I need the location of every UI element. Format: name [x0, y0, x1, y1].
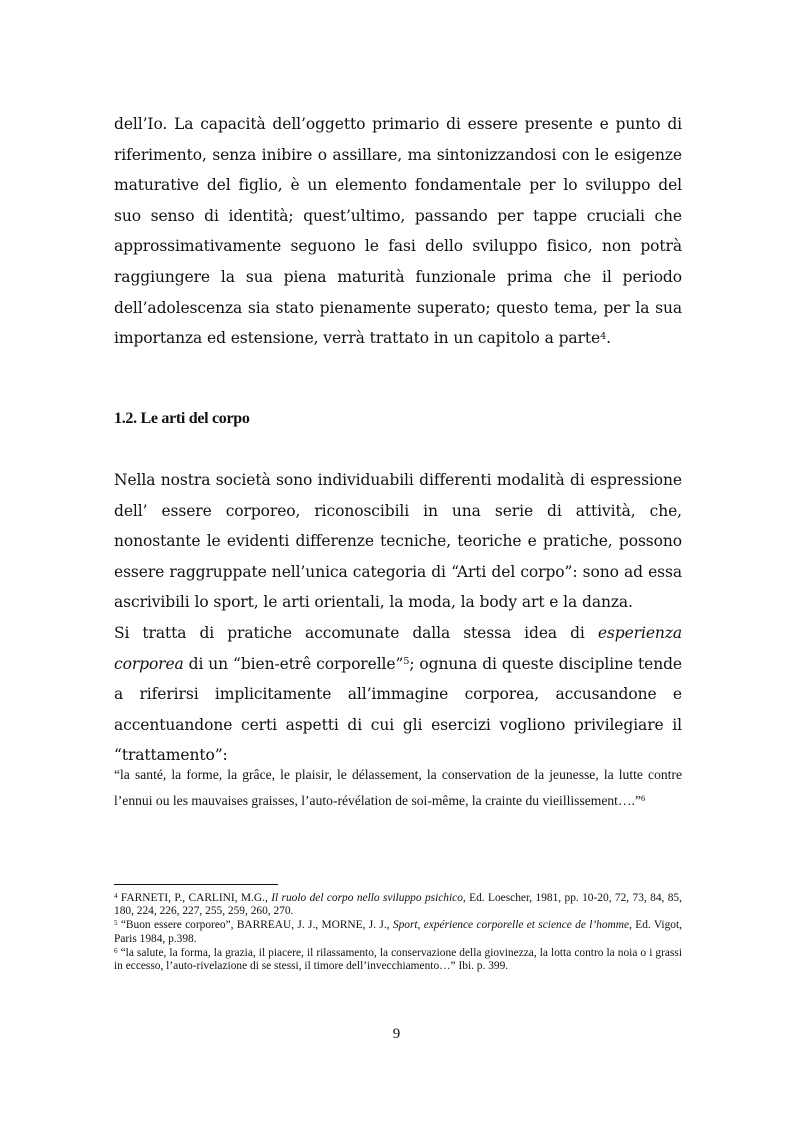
footnote-number: 5: [114, 919, 118, 928]
footnote-title: Il ruolo del corpo nello sviluppo psichico: [271, 892, 463, 904]
body-paragraph: Nella nostra società sono individuabili differenti modalità di espressione dell’ essere corporeo, riconoscibili in una serie di attività, che, nonostante le evidenti differenze tecniche, teoriche e pratiche, possono essere raggruppate nell’unica categoria di “Arti del corpo”: sono ad essa ascrivibili lo sport, le arti orientali, la moda, la body art e la danza.: [114, 471, 682, 612]
paragraph-text: Si tratta di pratiche accomunate dalla stessa idea di: [114, 623, 598, 642]
body-section: [114, 465, 682, 771]
footnote-ref[interactable]: 4: [600, 330, 607, 342]
footnote-ref[interactable]: 5: [403, 656, 410, 668]
footnote-number: 6: [114, 946, 118, 955]
footnote-title: Sport, expérience corporelle et science de l’homme: [392, 919, 630, 932]
footnote-text: , Ed. Loescher, 1981, pp. 10-20, 72, 73, 84, 85, 180, 224, 226, 227, 255, 259, 260, 270.: [114, 892, 682, 918]
footnote-text: , Ed. Vigot, Paris 1984, p.398.: [114, 919, 682, 945]
block-quote: [114, 762, 682, 813]
footnote-ref[interactable]: 6: [640, 792, 646, 803]
paragraph-text: dell’Io. La capacità dell’oggetto primario di essere presente e punto di riferimento, senza inibire o assillare, ma sintonizzandosi con le esigenze maturative del figlio, è un elemento fondamentale per lo sviluppo del suo senso di identità; quest’ultimo, passando per tappe cruciali che approssimativamente seguono le fasi dello sviluppo fisico, non potrà raggiungere la sua piena maturità funzionale prima che il periodo dell’adolescenza sia stato pienamente superato; questo tema, per la sua importanza ed estensione, verrà trattato in un capitolo a parte: [114, 115, 682, 348]
body-paragraph: [114, 109, 682, 354]
footnotes: [114, 892, 682, 974]
body-paragraph: [114, 618, 682, 771]
italic-term: esperienza corporea: [114, 623, 682, 673]
section-heading: 1.2. Le arti del corpo: [114, 410, 250, 427]
footnote-number: 4: [114, 891, 118, 900]
paragraph-end: .: [606, 329, 611, 348]
footnote-authors: FARNETI, P., CARLINI, M.G.,: [120, 892, 268, 904]
footnote-text: “la salute, la forma, la grazia, il piacere, il rilassamento, la conservazione della giovinezza, la lotta contro la noia o i grassi in eccesso, l’auto-rivelazione di se stessi, il timore dell’invecchiamento…” Ibi. p. 399.: [114, 946, 682, 973]
paragraph-text: ; ognuna di queste discipline tende a riferirsi implicitamente all’immagine corporea, accusandone e accentuandone certi aspetti di cui gli esercizi vogliono privilegiare il “trattamento”:: [114, 654, 683, 765]
footnote-divider: [114, 884, 278, 885]
footnote: [114, 892, 682, 918]
paragraph-text: di un “bien-etrê corporelle”: [183, 654, 404, 673]
quote-text: “la santé, la forme, la grâce, le plaisir, le délassement, la conservation de la jeunesse, la lutte contre l’ennui ou les mauvaises graisses, l’auto-révélation de soi-même, la crainte du vieillissement….”: [114, 767, 682, 808]
footnote: [114, 947, 682, 973]
footnote: [114, 919, 682, 945]
footnote-authors: BARREAU, J. J., MORNE, J. J.,: [236, 919, 390, 932]
footnote-text: “Buon essere corporeo”,: [120, 919, 237, 932]
page-number: 9: [392, 1026, 401, 1042]
